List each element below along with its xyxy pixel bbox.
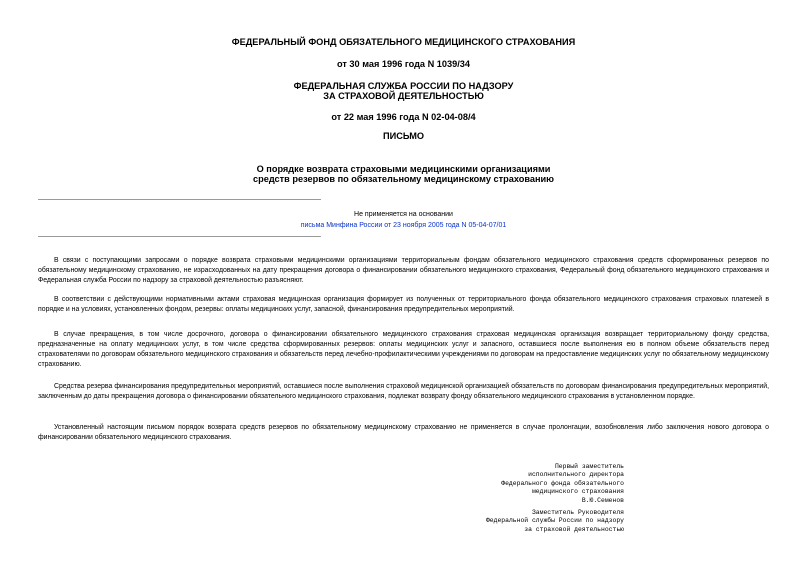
co-issuer-date: от 22 мая 1996 года N 02-04-08/4 — [331, 112, 476, 122]
paragraph-1: В связи с поступающими запросами о порядке возврата страховыми медицинскими организациями территориальным фондам обязательного медицинского страхования средств сформированных резервов по обязательному медицинскому страхованию, не израсходованных на дату прекращения договора о финансировании обязательного медицинского страхования, Федеральный фонд обязательного медицинского страхования и Федеральная служба России по надзору за страховой деятельностью разъясняют. — [38, 257, 769, 284]
paragraph-2: В соответствии с действующими нормативными актами страховая медицинская организация формирует из полученных от территориального фонда обязательного медицинского страхования страховых платежей в порядке и на условиях, установленных фондом, резервы: оплаты медицинских услуг, запасной, финансирования предупредительных мероприятий. — [38, 296, 769, 313]
subject-line2: средств резервов по обязательному медицинскому страхованию — [253, 174, 554, 184]
document-type: ПИСЬМО — [382, 131, 425, 141]
issuer-date: от 30 мая 1996 года N 1039/34 — [337, 59, 470, 69]
paragraph-5: Установленный настоящим письмом порядок возврата средств резервов по обязательному медицинскому страхованию не применяется в случае пролонгации, возобновления либо заключения нового договора о финансировании обязательного медицинского страхования. — [38, 424, 769, 441]
divider-bottom — [38, 236, 321, 237]
co-issuer-title-line1: ФЕДЕРАЛЬНАЯ СЛУЖБА РОССИИ ПО НАДЗОРУ — [293, 81, 514, 91]
signature-block-2: Заместитель Руководителя Федеральной службы России по надзору за страховой деятельностью — [485, 509, 624, 533]
co-issuer-title-line2: ЗА СТРАХОВОЙ ДЕЯТЕЛЬНОСТЬЮ — [323, 91, 484, 101]
paragraph-4: Средства резерва финансирования предупредительных мероприятий, оставшиеся после выполнения страховой медицинской организацией обязательств по договорам финансирования предупредительных мероприятий, заключенным до даты прекращения договора о финансировании обязательного медицинского страхования, подлежат возврату фонду обязательного медицинского страхования в установленном порядке. — [38, 383, 769, 400]
signature-block-1: Первый заместитель исполнительного директора Федерального фонда обязательного медицинского страхования В.Ю.Семенов — [501, 463, 624, 504]
status-notice-link-wrap — [0, 221, 807, 231]
subject-line1: О порядке возврата страховыми медицинскими организациями — [256, 164, 551, 174]
paragraph-3: В случае прекращения, в том числе досрочного, договора о финансировании обязательного медицинского страхования страховая медицинская организация возвращает территориальному фонду средства, предназначенные на оплату медицинских услуг, в том числе средства сформированных резервов: оплаты медицинских услуг и запасного, оставшиеся после выполнения ею в полном объеме обязательств перед страхователями по договорам обязательного медицинского страхования и обязательств перед лечебно-профилактическими учреждениями по договорам на предоставление медицинских услуг по обязательному медицинскому страхованию. — [38, 331, 769, 368]
issuer-title: ФЕДЕРАЛЬНЫЙ ФОНД ОБЯЗАТЕЛЬНОГО МЕДИЦИНСКОГО СТРАХОВАНИЯ — [231, 37, 576, 47]
status-notice: Не применяется на основании — [354, 211, 453, 218]
divider-top — [38, 199, 321, 200]
status-notice-link[interactable]: письма Минфина России от 23 ноября 2005 года N 05-04-07/01 — [300, 222, 507, 229]
